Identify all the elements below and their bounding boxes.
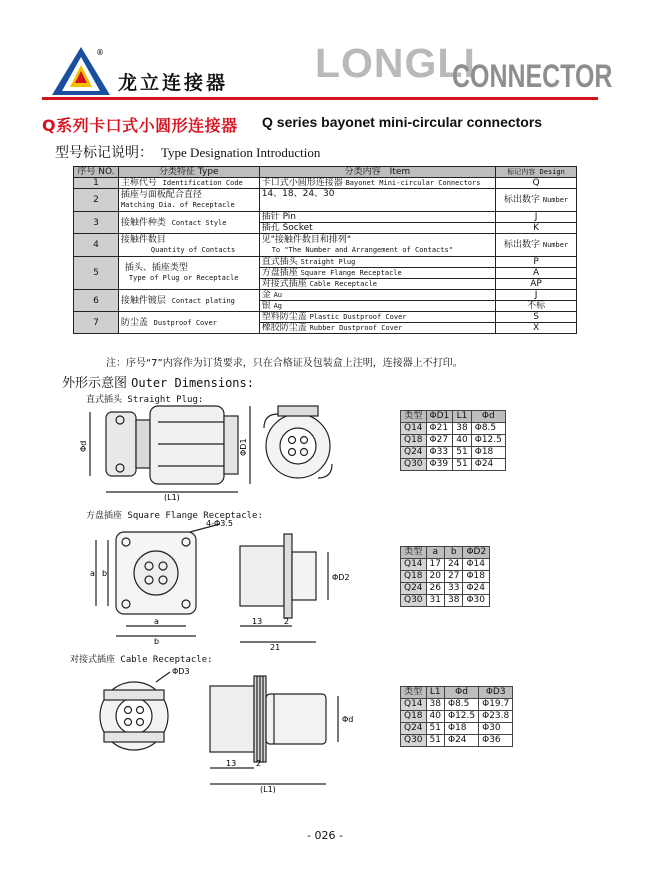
row-type: 插头、插座类型 Type of Plug or Receptacle	[118, 257, 259, 290]
table-row: Q30 Φ39 51 Φ24	[401, 459, 506, 471]
row-no: 2	[74, 189, 119, 212]
table-header-row: 类型 L1 Φd ΦD3	[401, 687, 513, 699]
cable-receptacle-table	[400, 686, 513, 747]
square-flange-label: 方盘插座 Square Flange Receptacle:	[86, 511, 263, 521]
row-no: 1	[74, 178, 119, 189]
table-row: Q18 Φ27 40 Φ12.5	[401, 435, 506, 447]
row-design: S	[496, 312, 577, 323]
row-type: 接触件种类 Contact Style	[118, 212, 259, 234]
designation-label-en: Type Designation Introduction	[161, 145, 321, 160]
dim-label-D3: ΦD3	[172, 667, 190, 676]
order-note: 注：序号“7”内容作为订货要求，只在合格证及包装盒上注明，连接器上不打印。	[106, 358, 463, 369]
row-item: 直式插头 Straight Plug	[259, 257, 495, 268]
table-row	[74, 257, 577, 268]
row-no: 5	[74, 257, 119, 290]
table-row	[74, 189, 577, 212]
row-design: A	[496, 268, 577, 279]
row-item: 方盘插座 Square Flange Receptacle	[259, 268, 495, 279]
series-title-cn: Q系列卡口式小圆形连接器	[42, 116, 238, 135]
row-type: 防尘盖 Dustproof Cover	[118, 312, 259, 334]
outer-dimensions-heading: 外形示意图 Outer Dimensions:	[62, 376, 254, 391]
table-row: Q24 26 33 Φ24	[401, 583, 490, 595]
table-row: Q14 38 Φ8.5 Φ19.7	[401, 699, 513, 711]
row-design: Q	[496, 178, 577, 189]
row-item: 金 Au	[259, 290, 495, 301]
row-design: J	[496, 212, 577, 223]
row-design: X	[496, 323, 577, 334]
straight-plug-drawing	[80, 400, 360, 506]
header-divider	[42, 97, 598, 100]
dim-label-a: a	[154, 617, 159, 626]
row-item: 插孔 Socket	[259, 223, 495, 234]
row-item: 对接式插座 Cable Receptacle	[259, 279, 495, 290]
table-header-row: 类型 ΦD1 L1 Φd	[401, 411, 506, 423]
dim-label-L1: (L1)	[164, 493, 180, 502]
straight-plug-label: 直式插头 Straight Plug:	[86, 395, 204, 405]
row-design: 标出数字 Number	[496, 234, 577, 257]
table-row: Q18 40 Φ12.5 Φ23.8	[401, 711, 513, 723]
dim-label-D1: ΦD1	[239, 438, 248, 456]
dim-label-a-vertical: a	[90, 569, 95, 578]
square-flange-drawing	[80, 518, 360, 652]
row-no: 4	[74, 234, 119, 257]
header-design: 标记内容 Design	[496, 167, 577, 178]
table-row: Q24 Φ33 51 Φ18	[401, 447, 506, 459]
header-item: 分类内容 Item	[259, 167, 495, 178]
dim-label-d: Φd	[79, 440, 88, 452]
series-title-en: Q series bayonet mini-circular connectors	[262, 114, 543, 130]
dim-label-D2: ΦD2	[332, 573, 350, 582]
row-design: 不标	[496, 301, 577, 312]
table-row	[74, 290, 577, 301]
row-item: 14、18、24、30	[259, 189, 495, 212]
row-item: 塑料防尘盖 Plastic Dustproof Cover	[259, 312, 495, 323]
row-item: 卡口式小圆形连接器 Bayonet Mini-circular Connectors	[259, 178, 495, 189]
registered-mark: ®	[96, 48, 104, 57]
table-row: Q30 31 38 Φ30	[401, 595, 490, 607]
row-no: 7	[74, 312, 119, 334]
dim-label-13: 13	[252, 617, 263, 626]
dim-label-13: 13	[226, 759, 237, 768]
dim-label-b-vertical: b	[102, 569, 108, 578]
table-row	[74, 312, 577, 323]
row-item: 银 Ag	[259, 301, 495, 312]
row-type: 接触件镀层 Contact plating	[118, 290, 259, 312]
row-no: 3	[74, 212, 119, 234]
row-item: 见"接触件数目和排列" To "The Number and Arrangement of Contacts"	[259, 234, 495, 257]
square-flange-table	[400, 546, 490, 607]
table-row: Q14 17 24 Φ14	[401, 559, 490, 571]
cable-receptacle-label: 对接式插座 Cable Receptacle:	[70, 655, 213, 665]
row-type: 接触件数目 Quantity of Contacts	[118, 234, 259, 257]
designation-label-cn: 型号标记说明：	[55, 145, 153, 161]
table-header-row: 类型 a b ΦD2	[401, 547, 490, 559]
row-no: 6	[74, 290, 119, 312]
brand-name-cn: 龙立连接器	[118, 72, 229, 94]
row-item: 插针 Pin	[259, 212, 495, 223]
page-number: - 026 -	[307, 829, 343, 842]
dim-label-holes: 4-Φ3.5	[206, 519, 233, 528]
row-item: 橡胶防尘盖 Rubber Dustproof Cover	[259, 323, 495, 334]
row-type: 主称代号 Identification Code	[118, 178, 259, 189]
row-design: 标出数字 Number	[496, 189, 577, 212]
table-header-row	[74, 167, 577, 178]
dim-label-b: b	[154, 637, 160, 646]
row-design: AP	[496, 279, 577, 290]
dim-label-2: 2	[256, 759, 262, 768]
brand-name-longli: LONGLI	[315, 40, 476, 86]
dim-label-L1: (L1)	[260, 785, 276, 794]
header-type: 分类特征 Type	[118, 167, 259, 178]
header-no: 序号 NO.	[74, 167, 119, 178]
dim-label-d: Φd	[342, 715, 354, 724]
straight-plug-table	[400, 410, 506, 471]
longli-logo-icon	[50, 45, 112, 97]
row-design: P	[496, 257, 577, 268]
row-type: 插座与面板配合直径 Matching Dia. of Receptacle	[118, 189, 259, 212]
table-row	[74, 234, 577, 257]
table-row: Q30 51 Φ24 Φ36	[401, 735, 513, 747]
table-row: Q14 Φ21 38 Φ8.5	[401, 423, 506, 435]
table-row	[74, 212, 577, 223]
brand-name-connector: CONNECTOR	[452, 58, 613, 94]
row-design: J	[496, 290, 577, 301]
designation-heading	[55, 142, 320, 162]
table-row: Q24 51 Φ18 Φ30	[401, 723, 513, 735]
table-row: Q18 20 27 Φ18	[401, 571, 490, 583]
dim-label-2: 2	[284, 617, 290, 626]
dim-label-21: 21	[270, 643, 281, 652]
table-row	[74, 178, 577, 189]
cable-receptacle-drawing	[96, 664, 376, 794]
row-design: K	[496, 223, 577, 234]
type-designation-table	[73, 166, 577, 334]
